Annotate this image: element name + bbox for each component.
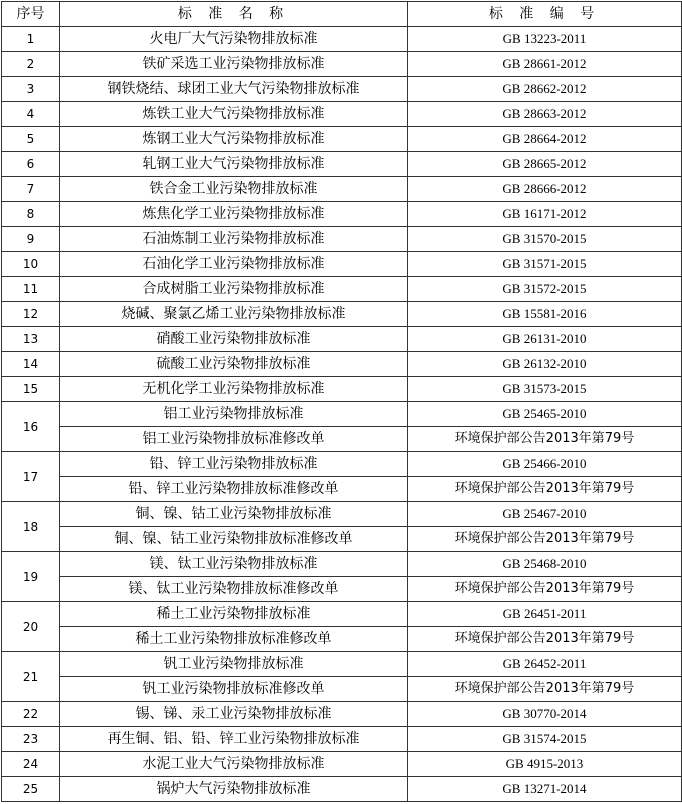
standard-code: GB 25468-2010 [408,552,682,577]
standard-code: 环境保护部公告2013年第79号 [408,627,682,652]
standard-name: 钒工业污染物排放标准 [60,652,408,677]
table-row [2,627,682,652]
row-index: 14 [2,352,60,377]
standard-code: 环境保护部公告2013年第79号 [408,427,682,452]
standard-code: GB 28664-2012 [408,127,682,152]
table-row [2,277,682,302]
standard-name: 铜、镍、钴工业污染物排放标准 [60,502,408,527]
standard-code: GB 31571-2015 [408,252,682,277]
standard-name: 镁、钛工业污染物排放标准 [60,552,408,577]
standard-code: GB 30770-2014 [408,702,682,727]
table-row [2,252,682,277]
standard-code: GB 4915-2013 [408,752,682,777]
row-index: 3 [2,77,60,102]
row-index: 10 [2,252,60,277]
standard-name: 合成树脂工业污染物排放标准 [60,277,408,302]
row-index: 7 [2,177,60,202]
row-index: 18 [2,502,60,552]
row-index: 24 [2,752,60,777]
standard-code: GB 26451-2011 [408,602,682,627]
table-row [2,177,682,202]
row-index: 8 [2,202,60,227]
standard-code: GB 31573-2015 [408,377,682,402]
standard-name: 铅、锌工业污染物排放标准 [60,452,408,477]
table-row [2,552,682,577]
standard-name: 铁矿采选工业污染物排放标准 [60,52,408,77]
standard-code: 环境保护部公告2013年第79号 [408,677,682,702]
row-index: 20 [2,602,60,652]
row-index: 2 [2,52,60,77]
table-row [2,202,682,227]
standard-name: 铁合金工业污染物排放标准 [60,177,408,202]
table-row [2,152,682,177]
standard-code: GB 31570-2015 [408,227,682,252]
table-row [2,227,682,252]
row-index: 4 [2,102,60,127]
standard-name: 炼钢工业大气污染物排放标准 [60,127,408,152]
header-index: 序号 [2,2,60,27]
row-index: 22 [2,702,60,727]
table-row [2,402,682,427]
standard-name: 钒工业污染物排放标准修改单 [60,677,408,702]
row-index: 25 [2,777,60,802]
standard-name: 水泥工业大气污染物排放标准 [60,752,408,777]
standard-name: 再生铜、铝、铅、锌工业污染物排放标准 [60,727,408,752]
standard-code: GB 26132-2010 [408,352,682,377]
table-row [2,127,682,152]
standard-code: GB 28666-2012 [408,177,682,202]
row-index: 23 [2,727,60,752]
standard-name: 铜、镍、钴工业污染物排放标准修改单 [60,527,408,552]
row-index: 21 [2,652,60,702]
table-row [2,677,682,702]
table-row [2,727,682,752]
standard-code: GB 28665-2012 [408,152,682,177]
standard-code: GB 13223-2011 [408,27,682,52]
standard-code: GB 16171-2012 [408,202,682,227]
standard-name: 石油化学工业污染物排放标准 [60,252,408,277]
standard-name: 稀土工业污染物排放标准修改单 [60,627,408,652]
table-row [2,102,682,127]
standard-name: 钢铁烧结、球团工业大气污染物排放标准 [60,77,408,102]
row-index: 6 [2,152,60,177]
header-code: 标 准 编 号 [408,2,682,27]
standard-code: GB 28663-2012 [408,102,682,127]
standards-table [1,1,682,802]
standard-name: 石油炼制工业污染物排放标准 [60,227,408,252]
table-body [2,27,682,802]
standard-code: GB 28661-2012 [408,52,682,77]
table-row [2,302,682,327]
standard-code: GB 15581-2016 [408,302,682,327]
table-row [2,52,682,77]
row-index: 13 [2,327,60,352]
table-row [2,527,682,552]
standard-code: GB 13271-2014 [408,777,682,802]
standard-code: 环境保护部公告2013年第79号 [408,577,682,602]
row-index: 5 [2,127,60,152]
standard-code: 环境保护部公告2013年第79号 [408,527,682,552]
row-index: 16 [2,402,60,452]
row-index: 15 [2,377,60,402]
standard-code: GB 31572-2015 [408,277,682,302]
standard-code: GB 25466-2010 [408,452,682,477]
standard-name: 稀土工业污染物排放标准 [60,602,408,627]
table-row [2,377,682,402]
standard-name: 锅炉大气污染物排放标准 [60,777,408,802]
standard-code: 环境保护部公告2013年第79号 [408,477,682,502]
table-row [2,77,682,102]
table-row [2,327,682,352]
standard-name: 炼铁工业大气污染物排放标准 [60,102,408,127]
table-row [2,752,682,777]
row-index: 12 [2,302,60,327]
standard-name: 铅、锌工业污染物排放标准修改单 [60,477,408,502]
table-row [2,602,682,627]
row-index: 11 [2,277,60,302]
row-index: 1 [2,27,60,52]
table-row [2,27,682,52]
standard-name: 炼焦化学工业污染物排放标准 [60,202,408,227]
standard-code: GB 25465-2010 [408,402,682,427]
table-row [2,702,682,727]
table-row [2,502,682,527]
standard-code: GB 28662-2012 [408,77,682,102]
row-index: 9 [2,227,60,252]
table-row [2,352,682,377]
table-row [2,452,682,477]
standard-name: 铝工业污染物排放标准修改单 [60,427,408,452]
row-index: 17 [2,452,60,502]
table-header-row [2,2,682,27]
table-row [2,427,682,452]
standard-code: GB 26452-2011 [408,652,682,677]
table-row [2,577,682,602]
standard-code: GB 25467-2010 [408,502,682,527]
standard-name: 硝酸工业污染物排放标准 [60,327,408,352]
standard-name: 铝工业污染物排放标准 [60,402,408,427]
standard-code: GB 31574-2015 [408,727,682,752]
standard-name: 锡、锑、汞工业污染物排放标准 [60,702,408,727]
standard-name: 镁、钛工业污染物排放标准修改单 [60,577,408,602]
standard-name: 无机化学工业污染物排放标准 [60,377,408,402]
row-index: 19 [2,552,60,602]
table-row [2,777,682,802]
standard-name: 烧碱、聚氯乙烯工业污染物排放标准 [60,302,408,327]
table-row [2,652,682,677]
standard-name: 硫酸工业污染物排放标准 [60,352,408,377]
standard-name: 火电厂大气污染物排放标准 [60,27,408,52]
table-row [2,477,682,502]
standard-name: 轧钢工业大气污染物排放标准 [60,152,408,177]
standard-code: GB 26131-2010 [408,327,682,352]
header-name: 标 准 名 称 [60,2,408,27]
